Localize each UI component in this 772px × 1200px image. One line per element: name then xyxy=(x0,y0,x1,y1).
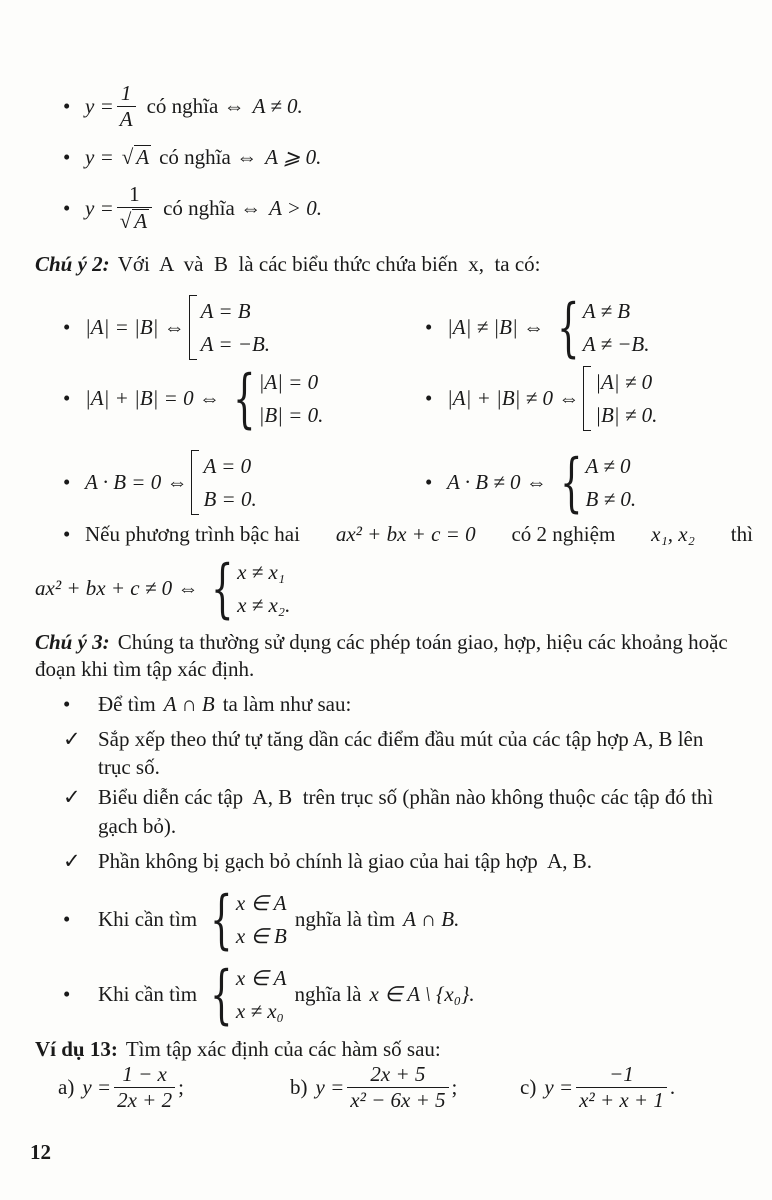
denominator xyxy=(117,207,152,233)
fraction xyxy=(117,183,152,233)
product-nonzero: • A · B ≠ 0 ⇔ { A ≠ 0 B ≠ 0. xyxy=(425,445,637,520)
math-lhs: |A| + |B| ≠ 0 ⇔ xyxy=(447,386,580,411)
sqrt-symbol: √ xyxy=(119,209,132,234)
math-lhs: A · B = 0 ⇔ xyxy=(85,470,188,495)
brace-system: { x ∈ A x ∈ B xyxy=(210,882,287,957)
math: A ∩ B. xyxy=(403,907,460,932)
denominator: x² − 6x + 5 xyxy=(347,1087,448,1112)
text: ta làm như sau: xyxy=(222,692,352,716)
math-lhs: y = xyxy=(85,145,114,169)
text: gạch bỏ). xyxy=(98,814,177,838)
case: B ≠ 0. xyxy=(585,486,637,511)
case: A = 0 xyxy=(203,454,252,478)
math-rhs: A ⩾ 0. xyxy=(265,145,322,169)
example-a xyxy=(58,1063,184,1112)
check-step-3 xyxy=(63,849,592,874)
math-lhs: |A| + |B| = 0 ⇔ xyxy=(85,386,220,411)
example-b xyxy=(290,1063,457,1112)
math-lhs: |A| = |B| ⇔ xyxy=(85,315,185,340)
note2-heading xyxy=(35,252,541,277)
math-lhs: ax² + bx + c ≠ 0 ⇔ xyxy=(35,576,199,601)
brace-system: { x ∈ A x ≠ x₀ xyxy=(210,957,287,1032)
fraction xyxy=(114,1063,175,1112)
abs-equal: • |A| = |B| ⇔ A = B A = −B. xyxy=(63,295,270,360)
case: x ∈ A xyxy=(235,891,287,915)
text: có nghĩa ⇔ xyxy=(163,195,262,220)
brace-system: { |A| = 0 |B| = 0. xyxy=(233,361,324,436)
check-step-1 xyxy=(63,727,703,752)
bracket-system xyxy=(583,366,657,431)
text: nghĩa là tìm xyxy=(294,907,396,932)
check-step-2-cont xyxy=(98,814,176,839)
rule-reciprocal-sqrt xyxy=(63,183,322,233)
abs-not-equal: • |A| ≠ |B| ⇔ { A ≠ B A ≠ −B. xyxy=(425,290,650,365)
bullet: • xyxy=(63,94,71,119)
math-lhs: |A| ≠ |B| ⇔ xyxy=(447,315,545,340)
numerator: 1 − x xyxy=(122,1062,167,1086)
example-c xyxy=(520,1063,675,1112)
math-rhs: A > 0. xyxy=(269,195,322,220)
case: x ≠ x₁ xyxy=(237,560,286,584)
quadratic-condition xyxy=(35,551,291,626)
text: Phần không bị gạch bỏ chính là giao của hai tập hợp A, B. xyxy=(98,849,593,873)
math-lhs: y = xyxy=(544,1075,574,1100)
numerator: 1 xyxy=(129,182,140,206)
brace-system: { A ≠ 0 B ≠ 0. xyxy=(559,445,637,520)
bullet-system-intersection: • Khi cần tìm { x ∈ A x ∈ B nghĩa là tìm A ∩ B. xyxy=(63,882,460,957)
item-label: c) xyxy=(520,1075,537,1100)
numerator: −1 xyxy=(609,1062,634,1086)
text: Khi cần tìm xyxy=(98,982,198,1007)
abs-sum-nonzero: • |A| + |B| ≠ 0 ⇔ |A| ≠ 0 |B| ≠ 0. xyxy=(425,366,657,431)
bullet: • xyxy=(63,145,71,169)
checkmark-icon: ✓ xyxy=(63,785,81,809)
item-label: a) xyxy=(58,1075,75,1100)
rule-reciprocal xyxy=(63,82,303,131)
denominator: x² + x + 1 xyxy=(576,1087,667,1112)
sqrt-symbol: √ xyxy=(121,145,134,169)
text: có nghĩa ⇔ xyxy=(146,94,245,119)
case: x ∈ B xyxy=(235,923,287,948)
math: x₁, x₂ xyxy=(651,522,695,546)
math-lhs: y = xyxy=(82,1075,112,1100)
note3-text-cont xyxy=(35,657,254,682)
note-text: Với A và B là các biểu thức chứa biến x, ta có: xyxy=(117,252,541,276)
case: |A| = 0 xyxy=(258,370,319,394)
bullet-system-difference: • Khi cần tìm { x ∈ A x ≠ x₀ nghĩa là x ∈ A \ {x₀}. xyxy=(63,957,475,1032)
note3-heading xyxy=(35,630,728,655)
note-label: Chú ý 2: xyxy=(35,252,110,276)
note-text: Chúng ta thường sử dụng các phép toán giao, hợp, hiệu các khoảng hoặc xyxy=(117,630,728,654)
math-lhs: y = xyxy=(85,195,114,220)
denominator: 2x + 2 xyxy=(114,1087,175,1112)
text: có 2 nghiệm xyxy=(511,522,616,546)
text: trục số. xyxy=(98,755,160,779)
case: |B| = 0. xyxy=(258,402,324,427)
numerator: 1 xyxy=(120,81,132,105)
math-lhs: A · B ≠ 0 ⇔ xyxy=(447,470,547,495)
text: Nếu phương trình bậc hai xyxy=(85,522,300,546)
math-lhs: y = xyxy=(315,1075,345,1100)
radicand: A xyxy=(136,145,150,170)
text: nghĩa là xyxy=(294,982,362,1007)
punctuation: . xyxy=(669,1075,676,1100)
math: A ∩ B xyxy=(163,692,215,716)
case: B = 0. xyxy=(203,486,257,511)
check-step-2 xyxy=(63,785,713,810)
checkmark-icon: ✓ xyxy=(63,849,81,873)
math-rhs: A ≠ 0. xyxy=(252,94,303,119)
case: A ≠ 0 xyxy=(585,454,631,478)
text: Biểu diễn các tập A, B trên trục số (phần nào không thuộc các tập đó thì xyxy=(98,785,714,809)
numerator: 2x + 5 xyxy=(370,1062,426,1086)
product-zero: • A · B = 0 ⇔ A = 0 B = 0. xyxy=(63,450,257,515)
case: |A| ≠ 0 xyxy=(595,370,653,394)
example-heading xyxy=(35,1037,441,1062)
text: thì xyxy=(730,522,753,546)
bracket-system xyxy=(191,450,256,515)
brace-system: { A ≠ B A ≠ −B. xyxy=(557,290,650,365)
case: A ≠ B xyxy=(582,299,631,323)
fraction xyxy=(117,82,136,131)
math: ax² + bx + c = 0 xyxy=(335,522,476,546)
note-text: đoạn khi tìm tập xác định. xyxy=(35,657,255,681)
fraction xyxy=(576,1063,667,1112)
case: A = −B. xyxy=(200,331,271,356)
abs-sum-zero: • |A| + |B| = 0 ⇔ { |A| = 0 |B| = 0. xyxy=(63,361,324,436)
math: x ∈ A \ {x₀}. xyxy=(369,982,475,1007)
math-lhs: y = xyxy=(85,94,114,119)
case: A = B xyxy=(200,299,251,323)
radicand: A xyxy=(134,209,148,234)
fraction xyxy=(347,1063,448,1112)
case: x ≠ x₀ xyxy=(235,998,284,1023)
quadratic-line: • Nếu phương trình bậc hai ax² + bx + c = 0 có 2 nghiệm x₁, x₂ thì xyxy=(63,522,753,546)
example-text: Tìm tập xác định của các hàm số sau: xyxy=(125,1037,441,1061)
note-label: Chú ý 3: xyxy=(35,630,110,654)
checkmark-icon: ✓ xyxy=(63,727,81,751)
case: x ∈ A xyxy=(235,966,287,990)
brace-system: { x ≠ x₁ x ≠ x₂. xyxy=(211,551,291,626)
rule-sqrt xyxy=(63,145,321,170)
punctuation: ; xyxy=(451,1075,458,1100)
bracket-system xyxy=(189,295,270,360)
check-step-1-cont xyxy=(98,755,160,780)
example-label: Ví dụ 13: xyxy=(35,1037,118,1061)
bullet: • xyxy=(63,195,71,220)
case: A ≠ −B. xyxy=(582,331,650,356)
item-label: b) xyxy=(290,1075,308,1100)
denominator: A xyxy=(117,106,136,131)
text: có nghĩa ⇔ xyxy=(159,145,258,169)
text: Để tìm xyxy=(98,692,156,716)
page-number: 12 xyxy=(30,1140,51,1164)
bullet-intersection: • Để tìm A ∩ B ta làm như sau: xyxy=(63,692,352,716)
case: |B| ≠ 0. xyxy=(595,402,658,427)
punctuation: ; xyxy=(178,1075,184,1100)
text: Khi cần tìm xyxy=(98,907,198,932)
text: Sắp xếp theo thứ tự tăng dần các điểm đầu mút của các tập hợp A, B lên xyxy=(98,727,704,751)
case: x ≠ x₂. xyxy=(237,592,291,617)
